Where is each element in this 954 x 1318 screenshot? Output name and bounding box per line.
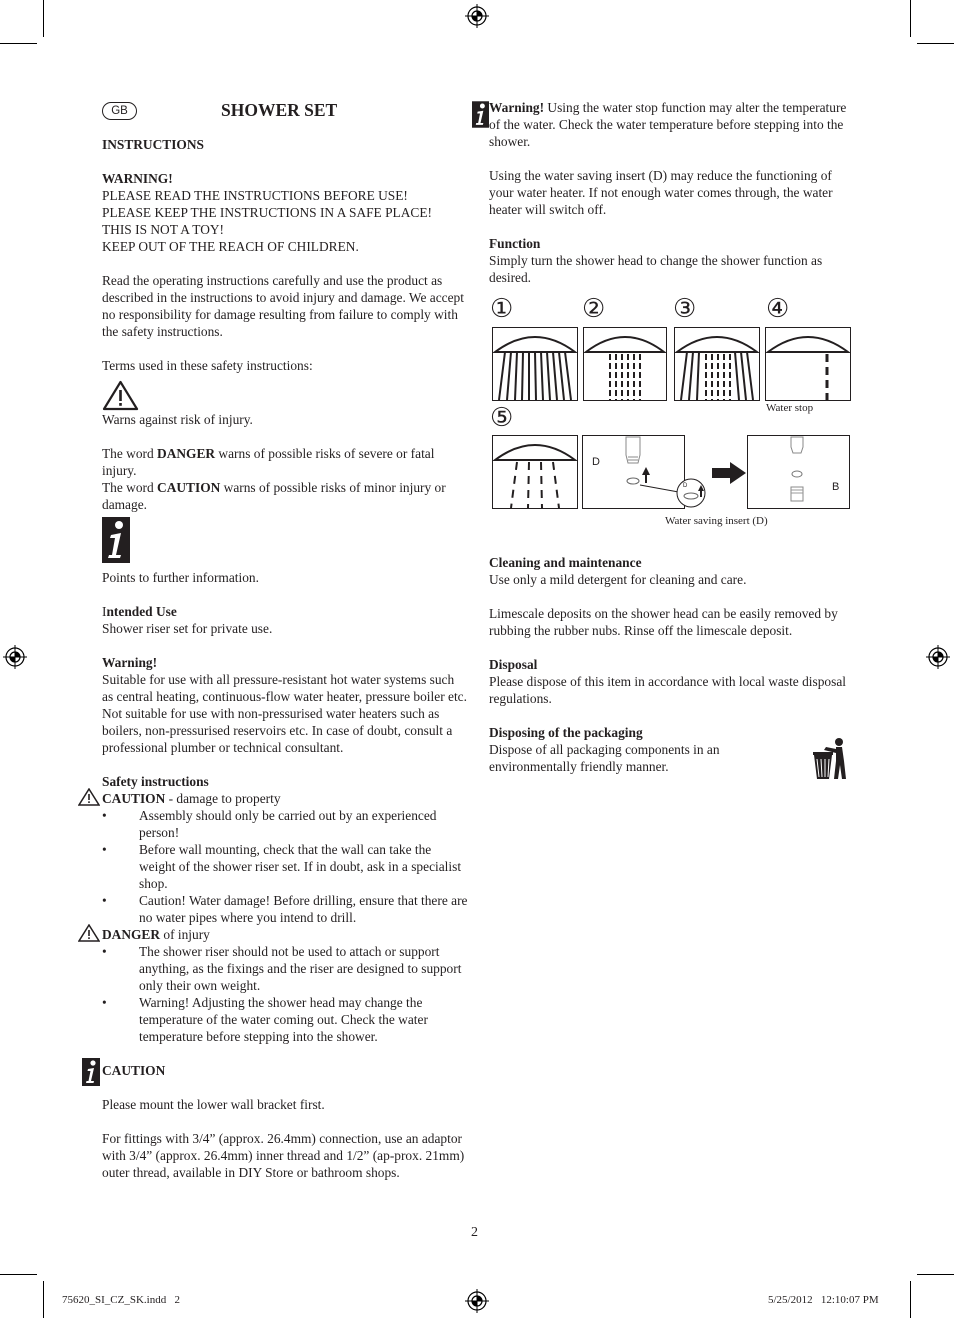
list-item — [102, 807, 468, 841]
danger-suffix: of injury — [160, 927, 210, 942]
spray-mode-full-icon — [492, 327, 578, 401]
crop-mark — [917, 1274, 954, 1275]
arrow-right-icon — [712, 462, 746, 484]
limescale-text: Limescale deposits on the shower head can be easily removed by rubbing the rubber nubs. Rinse off the limescale deposit. — [489, 606, 838, 638]
danger-pre: The word — [102, 446, 158, 461]
tidyman-disposal-icon — [812, 737, 848, 781]
danger-definition — [102, 445, 468, 479]
caution-definition — [102, 479, 468, 513]
info-icon — [472, 100, 489, 129]
list-item-text: Before wall mounting, check that the wall can take the weight of the shower riser set. If in doubt, ask in a specialist shop. — [139, 842, 462, 891]
info-icon — [102, 517, 130, 563]
bullet-dot: • — [102, 842, 107, 857]
disposal-text: Please dispose of this item in accordance with local waste disposal regulations. — [489, 674, 846, 706]
bullet-dot: • — [102, 995, 107, 1010]
instructions-heading: INSTRUCTIONS — [102, 137, 204, 152]
water-stop-warning — [489, 99, 851, 150]
danger-line — [102, 926, 468, 943]
intended-rest: ntended Use — [106, 604, 177, 619]
crop-mark — [0, 1274, 37, 1275]
registration-mark-icon — [3, 645, 27, 669]
registration-mark-icon — [465, 4, 489, 28]
intended-initial: I — [102, 604, 107, 619]
warning2-heading: Warning! — [102, 655, 158, 670]
mode-number-2: ② — [582, 293, 606, 323]
caution2-line — [102, 1062, 468, 1079]
function-text: Simply turn the shower head to change the shower function as desired. — [489, 253, 823, 285]
spray-mode-mixed-icon — [674, 327, 760, 401]
caution-post: warns of possible risks of minor injury or damage. — [102, 480, 446, 512]
spray-mode-wide-icon — [492, 435, 578, 509]
registration-mark-icon — [926, 645, 950, 669]
timestamp: 5/25/2012 12:10:07 PM — [768, 1294, 879, 1306]
right-column-top — [489, 99, 851, 286]
saving-text: Using the water saving insert (D) may reduce the functioning of your water heater. If not enough water comes through, the water heater will switch off. — [489, 168, 833, 217]
mode-number-3: ③ — [673, 293, 697, 323]
caution-line — [102, 790, 468, 807]
safety-heading: Safety instructions — [102, 774, 209, 789]
warning-triangle-icon — [102, 380, 139, 411]
crop-mark — [910, 1281, 911, 1318]
list-item-text: The shower riser should not be used to attach or support anything, as the fixings and the riser are designed to support only their own weight. — [139, 944, 462, 993]
caution2-label: CAUTION — [102, 1063, 166, 1078]
mode-number-5: ⑤ — [490, 402, 514, 432]
language-badge — [102, 102, 137, 120]
caution-pre: The word — [102, 480, 158, 495]
packaging-text: Dispose of all packaging components in an environmentally friendly manner. — [489, 742, 720, 774]
warning2-text: Suitable for use with all pressure-resistant hot water systems such as central heating, continuous-flow water heater, pressure boiler etc. — [102, 672, 467, 704]
list-item — [102, 994, 468, 1045]
danger-post: warns of possible risks of severe or fatal injury. — [102, 446, 435, 478]
water-stop-caption: Water stop — [766, 402, 814, 414]
disposal-heading: Disposal — [489, 657, 538, 672]
list-item — [102, 892, 468, 926]
list-item — [102, 943, 468, 994]
warning-triangle-icon — [78, 788, 100, 806]
stop-insert-diagram — [747, 435, 850, 509]
warn-label: Warning! — [489, 100, 545, 115]
label-d: D — [592, 456, 600, 468]
registration-mark-icon — [465, 1289, 489, 1313]
list-item-text: Caution! Water damage! Before drilling, ensure that there are no water pipes where you intend to drill. — [139, 893, 468, 925]
function-heading: Function — [489, 236, 541, 251]
danger-word: DANGER — [157, 446, 216, 461]
intro-paragraph: Read the operating instructions carefully and use the product as described in the instructions to avoid injury and damage. We accept no responsibility for damage resulting from failure to comply with the safety instructions. — [102, 273, 464, 339]
right-column-bottom — [489, 554, 851, 775]
crop-mark — [910, 0, 911, 37]
caution-word: CAUTION — [157, 480, 221, 495]
crop-mark — [43, 0, 44, 37]
crop-mark — [0, 43, 37, 44]
warns-text: Warns against risk of injury. — [102, 412, 253, 427]
warn-text: Using the water stop function may alter the temperature of the water. Check the water temperature before stepping into the shower. — [489, 100, 847, 149]
label-d-small: D — [683, 483, 688, 489]
caution-suffix: - damage to property — [165, 791, 281, 806]
language-code: GB — [111, 105, 128, 117]
cleaning-text: Use only a mild detergent for cleaning and care. — [489, 572, 747, 587]
caution-label: CAUTION — [102, 791, 166, 806]
spray-mode-stop-icon — [765, 327, 851, 401]
label-b: B — [832, 481, 840, 493]
info-text: Points to further information. — [102, 570, 259, 585]
intended-use-heading — [102, 603, 468, 620]
packaging-heading: Disposing of the packaging — [489, 725, 643, 740]
bullet-dot: • — [102, 893, 107, 908]
bullet-dot: • — [102, 808, 107, 823]
warning2-text: Not suitable for use with non-pressurised water heaters such as boilers, non-pressurised reservoirs etc. In case of doubt, consult a professional plumber or technical consultant. — [102, 706, 453, 755]
list-item-text: Assembly should only be carried out by an experienced person! — [139, 808, 437, 840]
fittings-text: For fittings with 3/4” (approx. 26.4mm) connection, use an adaptor with 3/4” (approx. 26.4mm) inner thread and 1/2” (ap-prox. 21mm) outer thread, available in DIY Store or bathroom shops. — [102, 1131, 465, 1180]
intended-use-text: Shower riser set for private use. — [102, 621, 273, 636]
warning-line: KEEP OUT OF THE REACH OF CHILDREN. — [102, 239, 359, 254]
saving-insert-diagram — [582, 435, 706, 509]
terms-intro: Terms used in these safety instructions: — [102, 358, 313, 373]
left-column — [102, 136, 468, 1181]
file-name: 75620_SI_CZ_SK.indd 2 — [62, 1294, 180, 1306]
warning-heading: WARNING! — [102, 171, 173, 186]
mode-number-1: ① — [490, 293, 514, 323]
saving-insert-caption: Water saving insert (D) — [665, 515, 768, 527]
page-number: 2 — [471, 1225, 478, 1240]
warning-line: THIS IS NOT A TOY! — [102, 222, 225, 237]
warning-line: PLEASE READ THE INSTRUCTIONS BEFORE USE! — [102, 188, 408, 203]
page-title: SHOWER SET — [221, 100, 338, 120]
list-item-text: Warning! Adjusting the shower head may change the temperature of the water coming out. Check the water temperature before stepping into the shower. — [139, 995, 428, 1044]
crop-mark — [917, 43, 954, 44]
warning-line: PLEASE KEEP THE INSTRUCTIONS IN A SAFE PLACE! — [102, 205, 432, 220]
danger-label: DANGER — [102, 927, 161, 942]
spray-mode-pulse-icon — [583, 327, 667, 401]
list-item — [102, 841, 468, 892]
mount-text: Please mount the lower wall bracket first. — [102, 1097, 325, 1112]
warning-triangle-icon — [78, 924, 100, 942]
crop-mark — [43, 1281, 44, 1318]
info-icon — [82, 1058, 100, 1086]
cleaning-heading: Cleaning and maintenance — [489, 555, 642, 570]
bullet-dot: • — [102, 944, 107, 959]
mode-number-4: ④ — [766, 293, 790, 323]
